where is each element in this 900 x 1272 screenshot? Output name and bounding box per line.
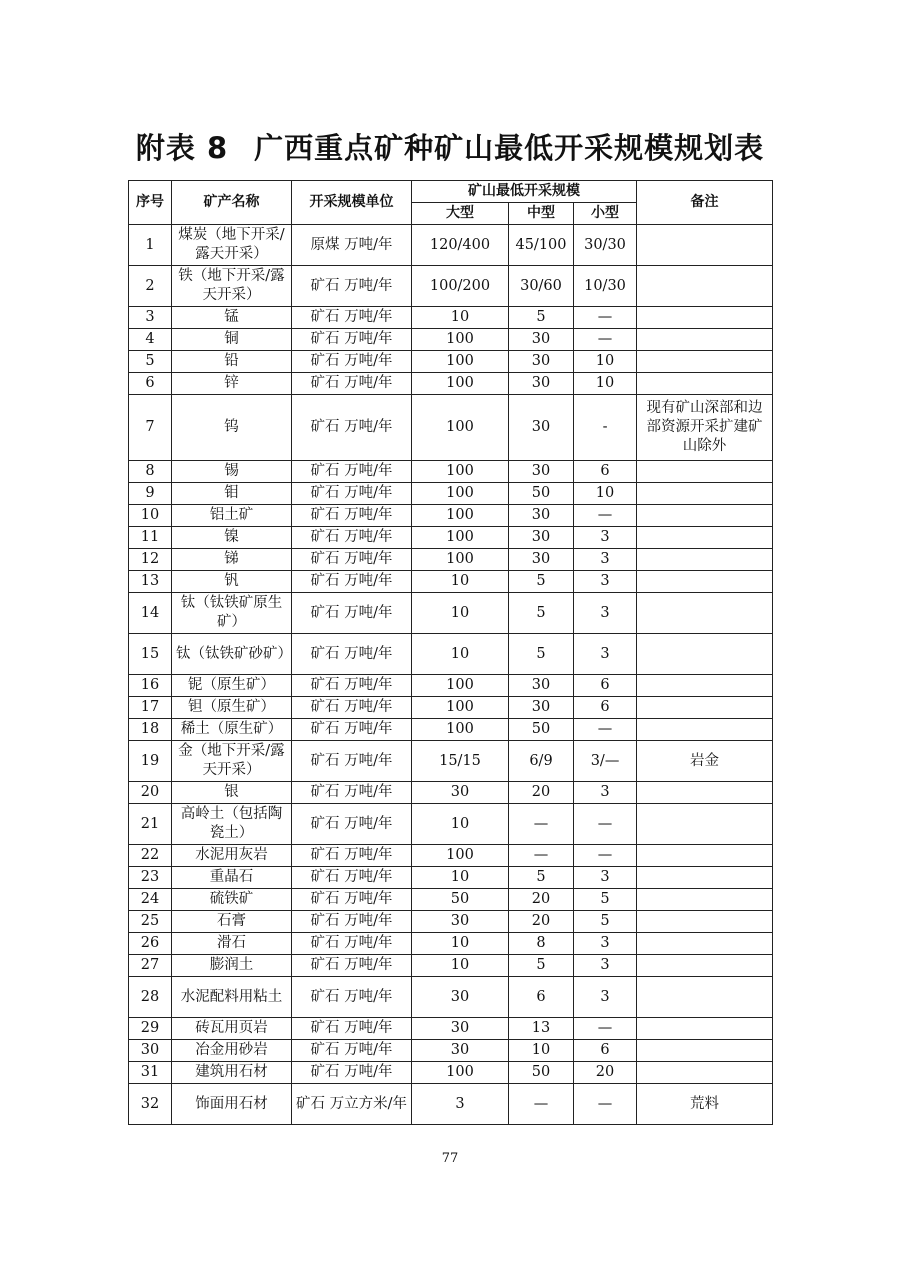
cell-small: 3 — [574, 549, 637, 571]
cell-small: — — [574, 329, 637, 351]
cell-large: 100 — [412, 395, 509, 461]
table-row — [129, 266, 773, 307]
header-name: 矿产名称 — [172, 181, 292, 225]
cell-medium: 20 — [509, 911, 574, 933]
cell-remark — [637, 461, 773, 483]
cell-large: 100 — [412, 461, 509, 483]
cell-seq: 15 — [129, 634, 172, 675]
table-row — [129, 697, 773, 719]
cell-seq: 30 — [129, 1040, 172, 1062]
cell-small: — — [574, 1018, 637, 1040]
header-remark: 备注 — [637, 181, 773, 225]
cell-large: 100 — [412, 1062, 509, 1084]
cell-unit: 矿石 万吨/年 — [292, 571, 412, 593]
cell-medium: 50 — [509, 1062, 574, 1084]
table-row — [129, 571, 773, 593]
cell-name: 铝土矿 — [172, 505, 292, 527]
cell-large: 3 — [412, 1084, 509, 1125]
cell-large: 10 — [412, 593, 509, 634]
cell-remark — [637, 527, 773, 549]
cell-remark — [637, 329, 773, 351]
table-row — [129, 307, 773, 329]
cell-unit: 矿石 万吨/年 — [292, 911, 412, 933]
cell-seq: 25 — [129, 911, 172, 933]
cell-name: 砖瓦用页岩 — [172, 1018, 292, 1040]
header-unit: 开采规模单位 — [292, 181, 412, 225]
cell-seq: 9 — [129, 483, 172, 505]
cell-small: — — [574, 719, 637, 741]
cell-remark — [637, 571, 773, 593]
cell-small: 3/— — [574, 741, 637, 782]
cell-medium: 30/60 — [509, 266, 574, 307]
cell-remark — [637, 593, 773, 634]
cell-unit: 矿石 万吨/年 — [292, 329, 412, 351]
cell-large: 100 — [412, 697, 509, 719]
cell-medium: 13 — [509, 1018, 574, 1040]
table-row — [129, 845, 773, 867]
cell-remark — [637, 1018, 773, 1040]
cell-name: 铁（地下开采/露天开采） — [172, 266, 292, 307]
cell-medium: 6 — [509, 977, 574, 1018]
table-row — [129, 977, 773, 1018]
cell-seq: 31 — [129, 1062, 172, 1084]
cell-name: 膨润土 — [172, 955, 292, 977]
cell-name: 铜 — [172, 329, 292, 351]
cell-name: 硫铁矿 — [172, 889, 292, 911]
cell-small: 3 — [574, 867, 637, 889]
cell-remark — [637, 505, 773, 527]
cell-medium: — — [509, 1084, 574, 1125]
cell-unit: 矿石 万吨/年 — [292, 804, 412, 845]
cell-small: 5 — [574, 911, 637, 933]
cell-small: 3 — [574, 527, 637, 549]
title-text: 广西重点矿种矿山最低开采规模规划表 — [254, 131, 765, 165]
cell-large: 100 — [412, 845, 509, 867]
table-row — [129, 395, 773, 461]
cell-small: - — [574, 395, 637, 461]
cell-name: 滑石 — [172, 933, 292, 955]
cell-unit: 矿石 万吨/年 — [292, 1018, 412, 1040]
cell-large: 100 — [412, 483, 509, 505]
cell-medium: 5 — [509, 307, 574, 329]
cell-medium: 10 — [509, 1040, 574, 1062]
cell-remark — [637, 675, 773, 697]
cell-remark — [637, 719, 773, 741]
cell-medium: 6/9 — [509, 741, 574, 782]
cell-small: 10 — [574, 373, 637, 395]
cell-name: 镍 — [172, 527, 292, 549]
cell-unit: 矿石 万立方米/年 — [292, 1084, 412, 1125]
cell-name: 铅 — [172, 351, 292, 373]
cell-small: 6 — [574, 461, 637, 483]
cell-seq: 23 — [129, 867, 172, 889]
table-row — [129, 933, 773, 955]
cell-name: 冶金用砂岩 — [172, 1040, 292, 1062]
cell-remark — [637, 549, 773, 571]
cell-large: 100 — [412, 351, 509, 373]
cell-large: 30 — [412, 1040, 509, 1062]
cell-seq: 7 — [129, 395, 172, 461]
cell-name: 饰面用石材 — [172, 1084, 292, 1125]
header-seq: 序号 — [129, 181, 172, 225]
cell-remark: 岩金 — [637, 741, 773, 782]
cell-name: 煤炭（地下开采/露天开采） — [172, 225, 292, 266]
cell-unit: 矿石 万吨/年 — [292, 889, 412, 911]
cell-seq: 20 — [129, 782, 172, 804]
cell-unit: 矿石 万吨/年 — [292, 977, 412, 1018]
cell-medium: 5 — [509, 593, 574, 634]
table-row — [129, 675, 773, 697]
header-large: 大型 — [412, 203, 509, 225]
cell-remark — [637, 634, 773, 675]
cell-large: 10 — [412, 571, 509, 593]
cell-remark — [637, 483, 773, 505]
cell-large: 10 — [412, 634, 509, 675]
cell-medium: 30 — [509, 329, 574, 351]
cell-small: — — [574, 845, 637, 867]
cell-unit: 矿石 万吨/年 — [292, 307, 412, 329]
cell-unit: 矿石 万吨/年 — [292, 955, 412, 977]
cell-large: 15/15 — [412, 741, 509, 782]
cell-large: 100 — [412, 505, 509, 527]
cell-name: 石膏 — [172, 911, 292, 933]
mining-scale-table — [128, 180, 773, 1125]
table-row — [129, 634, 773, 675]
cell-small: 10 — [574, 483, 637, 505]
cell-unit: 矿石 万吨/年 — [292, 527, 412, 549]
table-row — [129, 719, 773, 741]
table-row — [129, 351, 773, 373]
table-row — [129, 741, 773, 782]
cell-remark: 荒料 — [637, 1084, 773, 1125]
cell-seq: 16 — [129, 675, 172, 697]
cell-small: 6 — [574, 1040, 637, 1062]
cell-medium: 30 — [509, 395, 574, 461]
cell-medium: 20 — [509, 782, 574, 804]
cell-unit: 矿石 万吨/年 — [292, 351, 412, 373]
cell-small: — — [574, 505, 637, 527]
header-small: 小型 — [574, 203, 637, 225]
cell-small: 6 — [574, 697, 637, 719]
cell-large: 100 — [412, 373, 509, 395]
cell-unit: 矿石 万吨/年 — [292, 1040, 412, 1062]
cell-seq: 21 — [129, 804, 172, 845]
cell-small: 3 — [574, 571, 637, 593]
table-row — [129, 505, 773, 527]
cell-small: 30/30 — [574, 225, 637, 266]
cell-remark — [637, 782, 773, 804]
cell-seq: 24 — [129, 889, 172, 911]
cell-remark — [637, 1040, 773, 1062]
cell-unit: 矿石 万吨/年 — [292, 719, 412, 741]
cell-small: 3 — [574, 782, 637, 804]
cell-seq: 5 — [129, 351, 172, 373]
cell-unit: 矿石 万吨/年 — [292, 549, 412, 571]
cell-small: 3 — [574, 593, 637, 634]
table-row — [129, 955, 773, 977]
cell-name: 钼 — [172, 483, 292, 505]
table-row — [129, 911, 773, 933]
table-row — [129, 527, 773, 549]
cell-unit: 矿石 万吨/年 — [292, 933, 412, 955]
cell-seq: 12 — [129, 549, 172, 571]
cell-unit: 矿石 万吨/年 — [292, 634, 412, 675]
cell-small: 20 — [574, 1062, 637, 1084]
cell-small: 3 — [574, 977, 637, 1018]
cell-remark: 现有矿山深部和边部资源开采扩建矿山除外 — [637, 395, 773, 461]
cell-seq: 6 — [129, 373, 172, 395]
cell-seq: 18 — [129, 719, 172, 741]
cell-unit: 矿石 万吨/年 — [292, 697, 412, 719]
cell-seq: 27 — [129, 955, 172, 977]
cell-name: 重晶石 — [172, 867, 292, 889]
cell-seq: 22 — [129, 845, 172, 867]
cell-name: 锌 — [172, 373, 292, 395]
cell-seq: 13 — [129, 571, 172, 593]
cell-medium: 5 — [509, 571, 574, 593]
cell-large: 30 — [412, 782, 509, 804]
cell-unit: 原煤 万吨/年 — [292, 225, 412, 266]
cell-name: 钛（钛铁矿砂矿） — [172, 634, 292, 675]
cell-large: 10 — [412, 307, 509, 329]
cell-unit: 矿石 万吨/年 — [292, 266, 412, 307]
cell-medium: 30 — [509, 697, 574, 719]
header-medium: 中型 — [509, 203, 574, 225]
cell-remark — [637, 845, 773, 867]
cell-remark — [637, 867, 773, 889]
cell-seq: 28 — [129, 977, 172, 1018]
cell-name: 钨 — [172, 395, 292, 461]
cell-remark — [637, 1062, 773, 1084]
page-title — [0, 126, 900, 167]
table-row — [129, 1018, 773, 1040]
cell-large: 10 — [412, 933, 509, 955]
cell-medium: 30 — [509, 461, 574, 483]
cell-name: 钛（钛铁矿原生矿） — [172, 593, 292, 634]
table-row — [129, 1084, 773, 1125]
cell-large: 100 — [412, 719, 509, 741]
cell-seq: 8 — [129, 461, 172, 483]
cell-small: 5 — [574, 889, 637, 911]
cell-large: 120/400 — [412, 225, 509, 266]
cell-medium: 30 — [509, 675, 574, 697]
cell-remark — [637, 911, 773, 933]
table-row — [129, 889, 773, 911]
cell-seq: 11 — [129, 527, 172, 549]
title-prefix: 附表 8 — [135, 131, 229, 165]
cell-large: 100/200 — [412, 266, 509, 307]
cell-large: 30 — [412, 1018, 509, 1040]
cell-remark — [637, 225, 773, 266]
cell-unit: 矿石 万吨/年 — [292, 483, 412, 505]
cell-medium: 5 — [509, 634, 574, 675]
table-row — [129, 549, 773, 571]
table-row — [129, 225, 773, 266]
cell-unit: 矿石 万吨/年 — [292, 1062, 412, 1084]
cell-name: 水泥配料用粘土 — [172, 977, 292, 1018]
cell-unit: 矿石 万吨/年 — [292, 395, 412, 461]
cell-name: 水泥用灰岩 — [172, 845, 292, 867]
cell-large: 30 — [412, 977, 509, 1018]
cell-small: 3 — [574, 933, 637, 955]
cell-name: 建筑用石材 — [172, 1062, 292, 1084]
cell-seq: 1 — [129, 225, 172, 266]
cell-unit: 矿石 万吨/年 — [292, 741, 412, 782]
table-row — [129, 867, 773, 889]
cell-medium: 5 — [509, 955, 574, 977]
cell-medium: 50 — [509, 483, 574, 505]
table-row — [129, 483, 773, 505]
cell-medium: 30 — [509, 549, 574, 571]
cell-large: 10 — [412, 867, 509, 889]
cell-name: 金（地下开采/露天开采） — [172, 741, 292, 782]
cell-large: 10 — [412, 955, 509, 977]
cell-large: 100 — [412, 549, 509, 571]
cell-small: — — [574, 804, 637, 845]
cell-seq: 14 — [129, 593, 172, 634]
cell-seq: 32 — [129, 1084, 172, 1125]
cell-medium: 5 — [509, 867, 574, 889]
cell-name: 锡 — [172, 461, 292, 483]
cell-seq: 3 — [129, 307, 172, 329]
cell-medium: 30 — [509, 351, 574, 373]
table-row — [129, 373, 773, 395]
cell-large: 100 — [412, 527, 509, 549]
table-row — [129, 782, 773, 804]
cell-small: 3 — [574, 955, 637, 977]
cell-seq: 26 — [129, 933, 172, 955]
cell-unit: 矿石 万吨/年 — [292, 593, 412, 634]
cell-remark — [637, 933, 773, 955]
cell-unit: 矿石 万吨/年 — [292, 867, 412, 889]
cell-medium: — — [509, 804, 574, 845]
cell-remark — [637, 373, 773, 395]
table-row — [129, 1062, 773, 1084]
cell-remark — [637, 889, 773, 911]
cell-medium: 20 — [509, 889, 574, 911]
cell-small: 10/30 — [574, 266, 637, 307]
cell-name: 银 — [172, 782, 292, 804]
cell-name: 锰 — [172, 307, 292, 329]
cell-large: 50 — [412, 889, 509, 911]
cell-name: 稀土（原生矿） — [172, 719, 292, 741]
cell-name: 铌（原生矿） — [172, 675, 292, 697]
cell-medium: 30 — [509, 527, 574, 549]
cell-name: 高岭土（包括陶瓷土） — [172, 804, 292, 845]
cell-medium: 30 — [509, 373, 574, 395]
header-scale: 矿山最低开采规模 — [412, 181, 637, 203]
cell-remark — [637, 977, 773, 1018]
cell-unit: 矿石 万吨/年 — [292, 845, 412, 867]
cell-unit: 矿石 万吨/年 — [292, 461, 412, 483]
cell-remark — [637, 307, 773, 329]
cell-medium: 8 — [509, 933, 574, 955]
cell-remark — [637, 266, 773, 307]
cell-remark — [637, 697, 773, 719]
page-number: 77 — [441, 1151, 459, 1166]
table-row — [129, 593, 773, 634]
cell-seq: 29 — [129, 1018, 172, 1040]
cell-remark — [637, 804, 773, 845]
cell-small: 6 — [574, 675, 637, 697]
cell-large: 100 — [412, 675, 509, 697]
cell-seq: 10 — [129, 505, 172, 527]
cell-remark — [637, 955, 773, 977]
cell-medium: 45/100 — [509, 225, 574, 266]
cell-medium: 50 — [509, 719, 574, 741]
cell-seq: 2 — [129, 266, 172, 307]
cell-seq: 4 — [129, 329, 172, 351]
cell-large: 100 — [412, 329, 509, 351]
cell-medium: 30 — [509, 505, 574, 527]
cell-small: — — [574, 307, 637, 329]
table-row — [129, 461, 773, 483]
table-row — [129, 1040, 773, 1062]
table-row — [129, 804, 773, 845]
cell-medium: — — [509, 845, 574, 867]
cell-unit: 矿石 万吨/年 — [292, 782, 412, 804]
cell-remark — [637, 351, 773, 373]
cell-large: 30 — [412, 911, 509, 933]
cell-seq: 17 — [129, 697, 172, 719]
cell-small: — — [574, 1084, 637, 1125]
cell-name: 锑 — [172, 549, 292, 571]
cell-small: 3 — [574, 634, 637, 675]
cell-unit: 矿石 万吨/年 — [292, 675, 412, 697]
table-row — [129, 329, 773, 351]
cell-unit: 矿石 万吨/年 — [292, 505, 412, 527]
cell-seq: 19 — [129, 741, 172, 782]
cell-name: 钽（原生矿） — [172, 697, 292, 719]
cell-large: 10 — [412, 804, 509, 845]
cell-unit: 矿石 万吨/年 — [292, 373, 412, 395]
cell-small: 10 — [574, 351, 637, 373]
cell-name: 钒 — [172, 571, 292, 593]
